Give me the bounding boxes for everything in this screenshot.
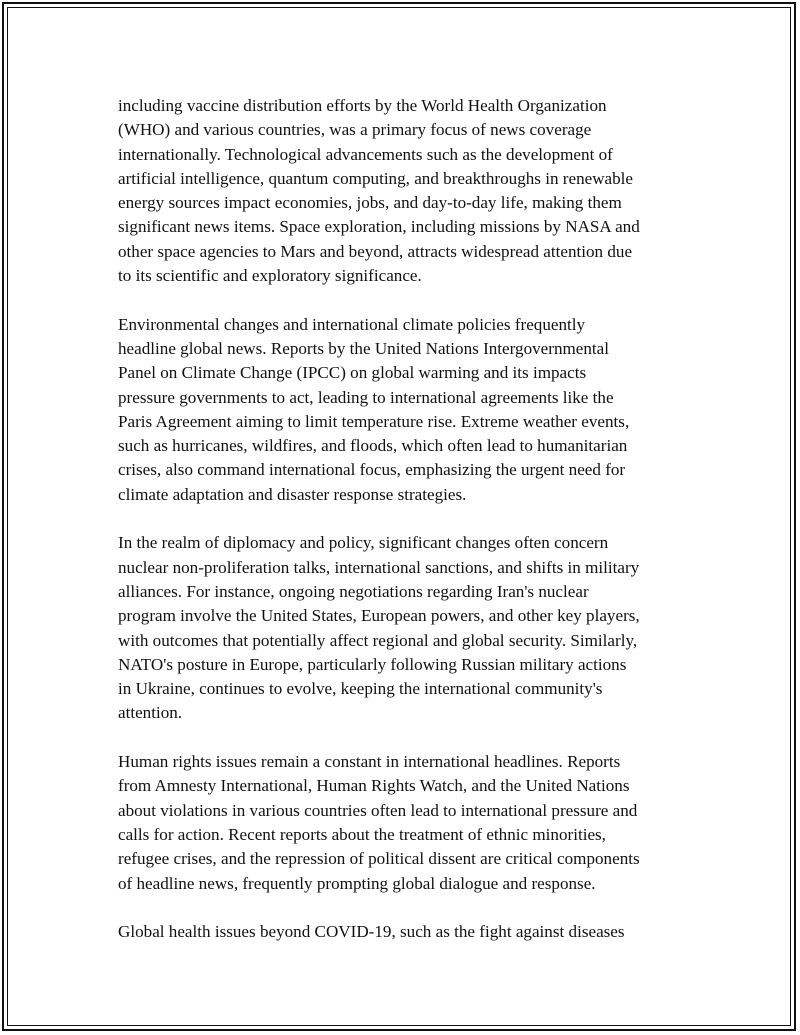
paragraph-diplomacy-policy — [118, 531, 698, 725]
paragraph-vaccine-technology-space — [118, 94, 698, 288]
text-line: refugee crises, and the repression of political dissent are critical components — [118, 849, 640, 869]
text-line: about violations in various countries often lead to international pressure and — [118, 800, 638, 820]
text-line: of headline news, frequently prompting global dialogue and response. — [118, 873, 596, 893]
text-line: Panel on Climate Change (IPCC) on global warming and its impacts — [118, 363, 587, 383]
text-line: crises, also command international focus, emphasizing the urgent need for — [118, 460, 626, 480]
text-line: significant news items. Space exploration, including missions by NASA and — [118, 217, 640, 237]
text-line: program involve the United States, European powers, and other key players, — [118, 606, 640, 626]
text-line: including vaccine distribution efforts by the World Health Organization — [118, 96, 607, 115]
text-line: pressure governments to act, leading to international agreements like the — [118, 387, 614, 407]
text-line: internationally. Technological advancements such as the development of — [118, 144, 613, 164]
text-line: with outcomes that potentially affect regional and global security. Similarly, — [118, 630, 638, 650]
text-line: from Amnesty International, Human Rights Watch, and the United Nations — [118, 776, 630, 796]
text-line: Environmental changes and international climate policies frequently — [118, 314, 586, 334]
text-line: to its scientific and exploratory significance. — [118, 266, 422, 286]
text-line: In the realm of diplomacy and policy, significant changes often concern — [118, 533, 609, 553]
text-line: other space agencies to Mars and beyond, attracts widespread attention due — [118, 241, 633, 261]
paragraph-global-health — [118, 920, 698, 944]
text-line: climate adaptation and disaster response strategies. — [118, 484, 467, 504]
document-body — [118, 94, 698, 969]
text-line: NATO's posture in Europe, particularly following Russian military actions — [118, 654, 627, 674]
text-line: (WHO) and various countries, was a primary focus of news coverage — [118, 120, 592, 140]
text-line: nuclear non-proliferation talks, international sanctions, and shifts in military — [118, 557, 640, 577]
text-line: energy sources impact economies, jobs, and day-to-day life, making them — [118, 193, 622, 213]
paragraph-environment-climate — [118, 313, 698, 507]
text-line: calls for action. Recent reports about the treatment of ethnic minorities, — [118, 824, 606, 844]
paragraph-human-rights — [118, 750, 698, 896]
text-line: such as hurricanes, wildfires, and floods, which often lead to humanitarian — [118, 436, 628, 456]
text-line: artificial intelligence, quantum computing, and breakthroughs in renewable — [118, 168, 634, 188]
text-line: headline global news. Reports by the United Nations Intergovernmental — [118, 338, 610, 358]
text-line: attention. — [118, 703, 183, 723]
text-line: Paris Agreement aiming to limit temperature rise. Extreme weather events, — [118, 411, 630, 431]
text-line: Human rights issues remain a constant in international headlines. Reports — [118, 752, 621, 772]
text-line: Global health issues beyond COVID-19, such as the fight against diseases — [118, 922, 625, 942]
text-line: in Ukraine, continues to evolve, keeping the international community's — [118, 679, 603, 699]
text-line: alliances. For instance, ongoing negotiations regarding Iran's nuclear — [118, 581, 589, 601]
